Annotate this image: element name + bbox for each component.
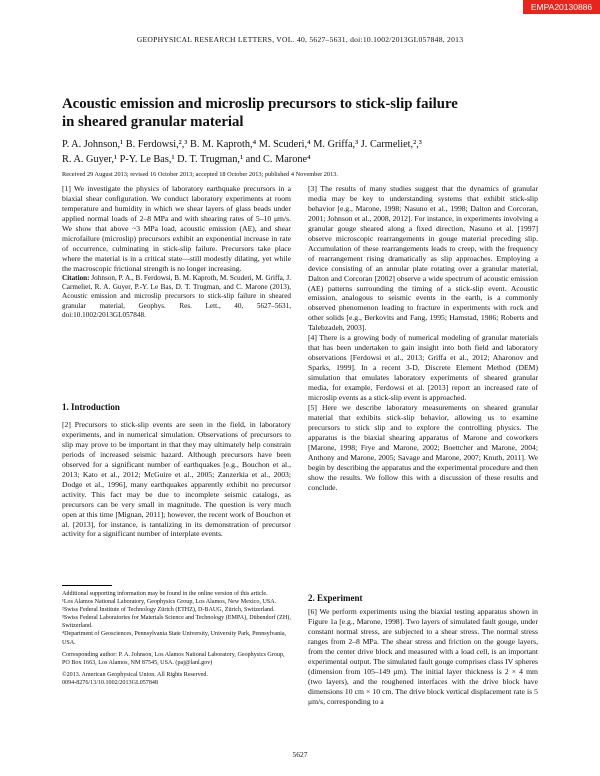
para-4: [4] There is a growing body of numerical modeling of granular materials that has been undertaken to gain insight into both field and laboratory observations [Ferdowsi et al., 2013; Griffa et al., 2012; Aharonov and Sparks, 1999]. In a recent 3-D, Discrete Element Method (DEM) simulation that emulates laboratory experiments of sheared granular media, for example, Ferdowsi et al. [2013] report an increased rate of microslip events as a stick-slip event is approached. [308,333,538,403]
archive-stamp: EMPA20130886 [523,0,600,14]
section-2-heading: 2. Experiment [308,593,363,603]
footnote-1: ¹Los Alamos National Laboratory, Geophysics Group, Los Alamos, New Mexico, USA. [62,599,277,606]
authors-line-1: P. A. Johnson,¹ B. Ferdowsi,²,³ B. M. Kaproth,⁴ M. Scuderi,⁴ M. Griffa,³ J. Carmeliet,²,³ [62,139,422,150]
para-3: [3] The results of many studies suggest that the dynamics of granular media may be key to understanding systems that exhibit stick-slip behavior [e.g., Marone, 1998; Nasuno et al., 1998; Dalton and Corcoran, 2001; Johnson et al., 2008, 2012]. For instance, in experiments involving a granular gouge sheared along a fixed direction, Nasuno et al. [1997] observe microscopic rearrangements in gouge material preceding slip. Accumulation of these rearrangements leads to creep, with the frequency of rearrangement rising dramatically as slip approaches. Employing a device consisting of an annular plate rotating over a granular material, Dalton and Corcoran [2002] observe a wide spectrum of acoustic emission (AE) patterns surrounding the timing of a stick-slip event. Acoustic emission, analogous to seismic events in the earth, is a commonly observed phenomenon leading to fracture in experiments with rock and other solids [e.g., Berkovits and Fang, 1995; Hamstad, 1986; Roberts and Talebzadeh, 2003]. [308,184,538,333]
footnote-3: ³Swiss Federal Laboratories for Materials Science and Technology (EMPA), Dübendorf (ZH), Switzerland. [62,615,291,630]
citation-label: Citation: [62,273,90,282]
footnote-2: ²Swiss Federal Institute of Technology Zürich (ETHZ), D-BAUG, Zürich, Switzerland. [62,607,275,614]
footnote-supp: Additional supporting information may be found in the online version of this article. [62,591,268,597]
title-line-2: in sheared granular material [62,113,244,130]
para-6: [6] We perform experiments using the biaxial testing apparatus shown in Figure 1a [e.g., Marone, 1998]. Two layers of simulated fault gouge, under constant normal stress, are subjected to a shear stress. The normal stress ranges from 2–8 MPa. The shear stress and friction on the gouge layers, from the center drive block and measured with a load cell, is an important experimental output. The simulated fault gouge comprises class IV spheres (dimension from 105–149 μm). The initial layer thickness is 2 × 4 mm (two layers), and the roughened interfaces with the drive block have dimensions 10 cm × 10 cm. The drive block vertical displacement rate is 5 μm/s, corresponding to a [308,607,538,706]
experiment-paragraph [308,607,538,707]
para-5: [5] Here we describe laboratory measurements on sheared granular material that exhibits stick-slip behavior, allowing us to examine precursors to stick slip and to explore the controlling physics. The apparatus is the biaxial shearing apparatus of Marone and coworkers [Marone, 1998; Frye and Marone, 2002; Boettcher and Marone, 2004; Anthony and Marone, 2005; Savage and Marone, 2007; Knuth, 2011]. We begin by describing the apparatus and the experimental procedure and then show the results. We follow this with a discussion of these results and conclude. [308,402,538,492]
right-column-intro [308,184,538,493]
page-number: 5627 [292,750,308,759]
footnote-4: ⁴Department of Geosciences, Pennsylvania State University, University Park, Pennsylvania, USA. [62,631,287,646]
author-list [62,137,542,167]
para-2: [2] Precursors to stick-slip events are seen in the field, in laboratory experiments, and in numerical simulation. Observations of precursors to slip may prove to be important in that they may ultimately help constrain periods of increased seismic hazard. Although precursors have been observed for a significant number of earthquakes [e.g., Bouchon et al., 2013; Kato et al., 2012; McGuire et al., 2005; Zanzerkia et al., 2003; Dodge et al., 1996], many earthquakes apparently exhibit no precursor activity. This fact may be due to incomplete seismic catalogs, as precursors can be very small in magnitude. The question is very much open at this time [Mignan, 2011]; however, the recent work of Bouchon et al. [2013], for instance, is tantalizing in its demonstration of precursor activity for a significant number of interplate events. [62,420,291,539]
citation [62,274,291,321]
introduction-paragraph [62,420,291,539]
section-1-heading: 1. Introduction [62,402,120,412]
footnotes [62,590,291,687]
received-dates: Received 29 August 2013; revised 16 October 2013; accepted 18 October 2013; published 4 November 2013. [62,171,338,178]
corresponding-author: Corresponding author: P. A. Johnson, Los Alamos National Laboratory, Geophysics Group, PO Box 1663, Los Alamos, NM 87545, USA. (paj@lanl.gov) [62,651,285,666]
abstract-body: [1] We investigate the physics of laboratory earthquake precursors in a biaxial shear configuration. We conduct laboratory experiments at room temperature and humidity in which we shear layers of glass beads under applied normal loads of 2–8 MPa and with shearing rates of 5–10 μm/s. We show that above ~3 MPa load, acoustic emission (AE), and shear microfailure (microslip) precursors exhibit an exponential increase in rate of occurrence, culminating in stick-slip failure. Precursors take place where the material is in a critical state—still modestly dilating, yet while the macroscopic frictional strength is no longer increasing. [62,184,291,273]
authors-line-2: R. A. Guyer,¹ P-Y. Le Bas,¹ D. T. Trugman,¹ and C. Marone⁴ [62,154,311,165]
issn: 0094-8276/13/10.1002/2013GL057848 [62,679,158,686]
article-title [62,96,542,131]
citation-text: Johnson, P. A., B. Ferdowsi, B. M. Kaproth, M. Scuderi, M. Griffa, J. Carmeliet, R. A. Guyer, P.-Y. Le Bas, D. T. Trugman, and C. Marone (2013), Acoustic emission and microslip precursors to stick-slip failure in sheared granular material, Geophys. Res. Lett., 40, 5627–5631, doi:10.1002/2013GL057848. [62,273,291,320]
running-header: GEOPHYSICAL RESEARCH LETTERS, VOL. 40, 5627–5631, doi:10.1002/2013GL057848, 2013 [136,35,464,44]
title-line-1: Acoustic emission and microslip precursors to stick-slip failure [62,96,458,112]
copyright: ©2013. American Geophysical Union. All Rights Reserved. [62,671,208,678]
footnote-rule [62,585,112,586]
abstract [62,184,291,321]
